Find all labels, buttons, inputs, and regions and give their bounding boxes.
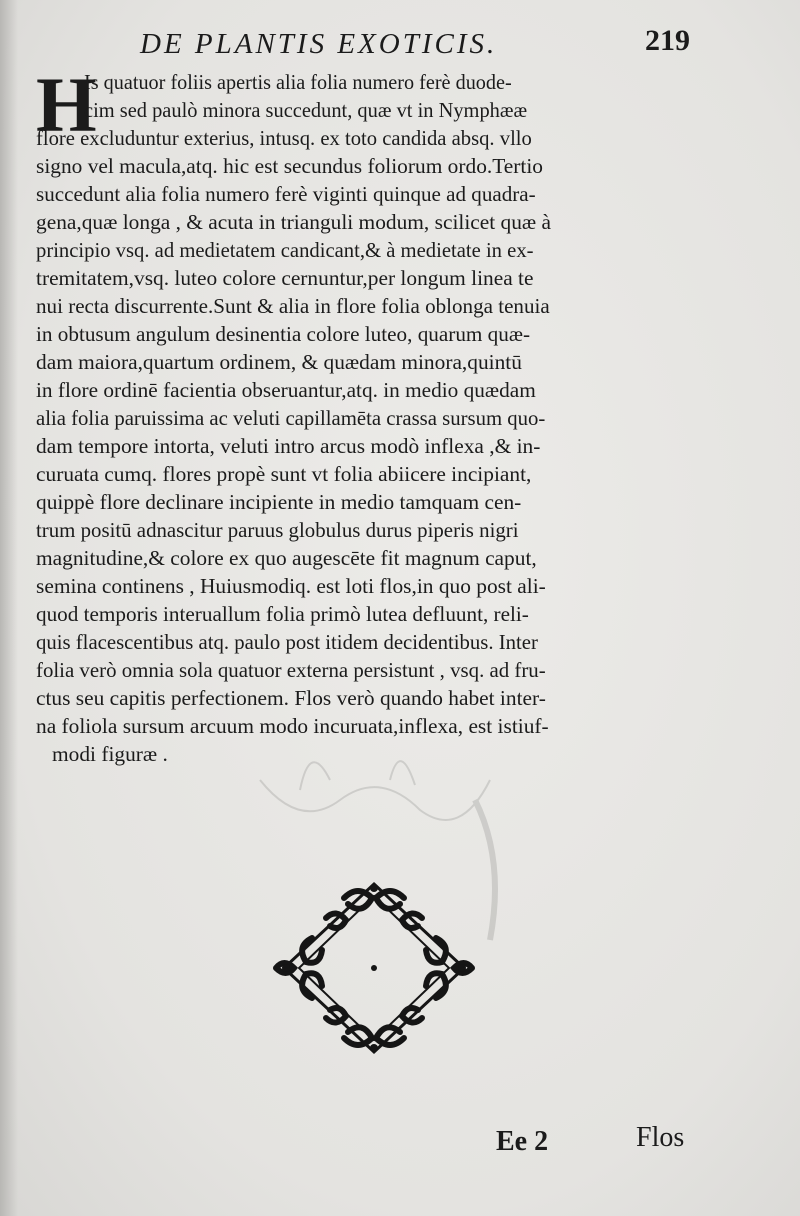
text-line: dam maiora,quartum ordinem, & quædam minora,quintū — [36, 350, 522, 374]
text-line: folia verò omnia sola quatuor externa persistunt , vsq. ad fru- — [36, 658, 546, 682]
text-line: cim sed paulò minora succedunt, quæ vt in Nymphææ — [84, 98, 528, 122]
text-line: signo vel macula,atq. hic est secundus foliorum ordo.Tertio — [36, 154, 544, 178]
text-line: ctus seu capitis perfectionem. Flos verò quando habet inter- — [36, 686, 546, 710]
catchword: Flos — [636, 1122, 685, 1153]
text-line: quippè flore declinare incipiente in medio tamquam cen- — [36, 490, 522, 514]
text-line: succedunt alia folia numero ferè viginti quinque ad quadra- — [36, 182, 536, 206]
text-line: magnitudine,& colore ex quo augescēte fit magnum caput, — [36, 546, 537, 570]
text-line: curuata cumq. flores propè sunt vt folia abiicere incipiant, — [36, 462, 532, 486]
text-line: flore excluduntur exterius, intusq. ex toto candida absq. vllo — [36, 126, 532, 150]
text-line: alia folia paruissima ac veluti capillamēta crassa sursum quo- — [36, 406, 546, 430]
text-line: modi figuræ . — [52, 742, 168, 766]
page-header — [140, 24, 690, 64]
text-line: trum positū adnascitur paruus globulus durus piperis nigri — [36, 518, 519, 542]
text-line: in flore ordinē facientia obseruantur,atq. in medio quædam — [36, 378, 536, 402]
text-line: nui recta discurrente.Sunt & alia in flore folia oblonga tenuia — [36, 294, 550, 318]
text-line: tremitatem,vsq. luteo colore cernuntur,per longum linea te — [36, 266, 534, 290]
text-line: in obtusum angulum desinentia colore luteo, quarum quæ- — [36, 322, 531, 346]
page-footer — [0, 1122, 800, 1162]
text-line: gena,quæ longa , & acuta in trianguli modum, scilicet quæ à — [36, 210, 552, 234]
ornament-icon — [264, 876, 484, 1060]
text-line: dam tempore intorta, veluti intro arcus modò inflexa ,& in- — [36, 434, 541, 458]
drop-cap: H — [36, 61, 97, 148]
gutter-shadow — [0, 0, 18, 1216]
text-line: na foliola sursum arcuum modo incuruata,inflexa, est istiuf- — [36, 714, 549, 738]
text-line: quis flacescentibus atq. paulo post itidem decidentibus. Inter — [36, 630, 538, 654]
text-line: semina continens , Huiusmodiq. est loti flos,in quo post ali- — [36, 574, 546, 598]
text-line: principio vsq. ad medietatem candicant,& à medietate in ex- — [36, 238, 534, 262]
signature-mark: Ee 2 — [496, 1126, 549, 1157]
page-number: 219 — [645, 24, 690, 57]
running-title: DE PLANTIS EXOTICIS. — [140, 28, 498, 60]
text-line: quod temporis interuallum folia primò lutea defluunt, reli- — [36, 602, 529, 626]
text-line: Is quatuor foliis apertis alia folia numero ferè duode- — [84, 70, 512, 94]
